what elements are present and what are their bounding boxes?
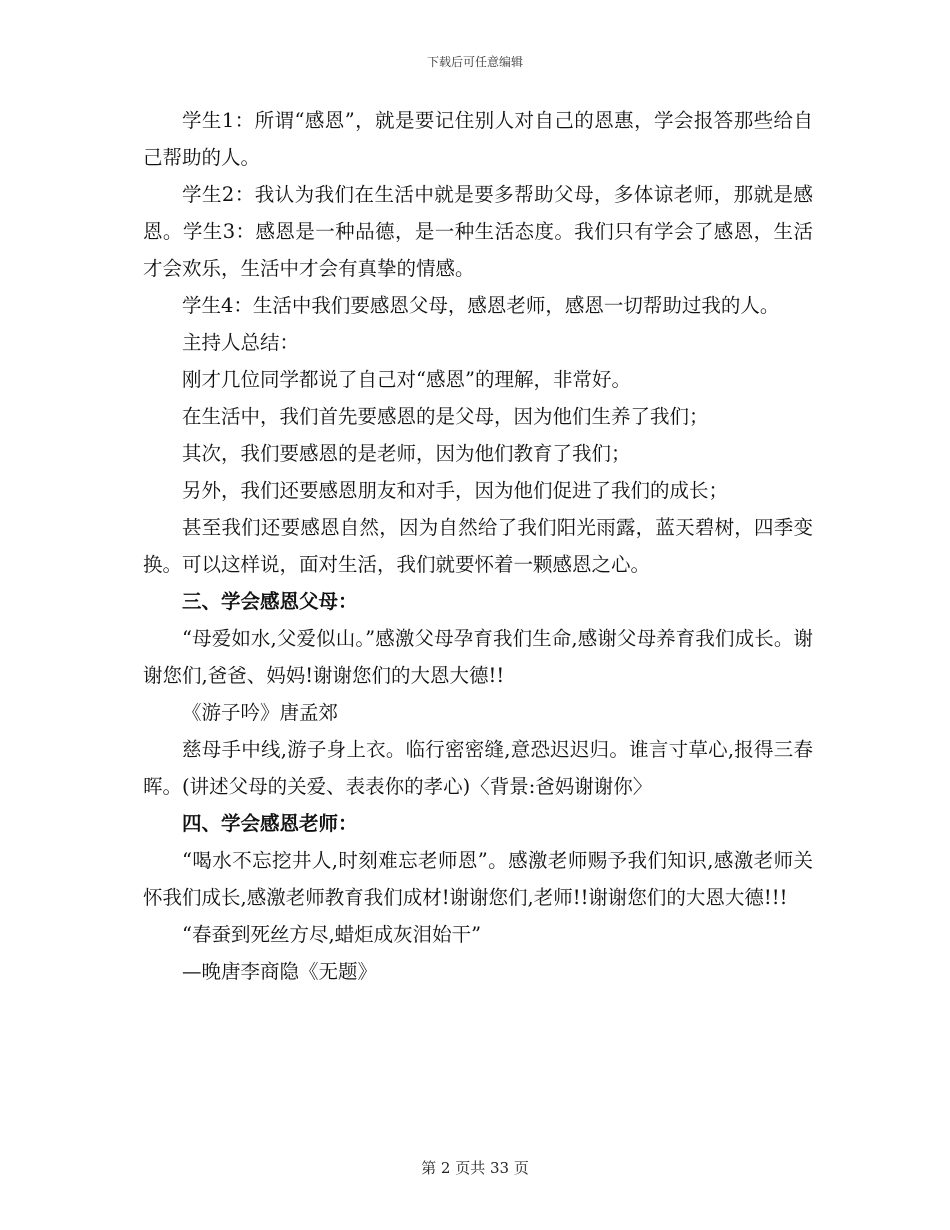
paragraph: 《游子吟》唐孟郊 xyxy=(182,701,339,724)
paragraph: 甚至我们还要感恩自然，因为自然给了我们阳光雨露，蓝天碧树，四季变换。可以这样说，面对生活，我们就要怀着一颗感恩之心。 xyxy=(143,516,813,576)
section-heading: 三、学会感恩父母： xyxy=(182,590,358,613)
paragraph: 学生2：我认为我们在生活中就是要多帮助父母，多体谅老师，那就是感恩。学生3：感恩是一种品德，是一种生活态度。我们只有学会了感恩，生活才会欢乐，生活中才会有真挚的情感。 xyxy=(143,183,813,280)
paragraph: 其次，我们要感恩的是老师，因为他们教育了我们； xyxy=(182,442,631,465)
section-heading: 四、学会感恩老师： xyxy=(182,812,358,835)
paragraph: 学生4：生活中我们要感恩父母，感恩老师，感恩一切帮助过我的人。 xyxy=(182,294,780,317)
paragraph: “喝水不忘挖井人,时刻难忘老师恩”。感激老师赐予我们知识,感激老师关怀我们成长,感激老师教育我们成材!谢谢您们,老师!!谢谢您们的大恩大德!!! xyxy=(143,849,813,909)
page-header: 下载后可任意编辑 xyxy=(426,55,523,69)
paragraph: 刚才几位同学都说了自己对“感恩”的理解，非常好。 xyxy=(182,368,631,391)
paragraph: 主持人总结： xyxy=(182,331,300,354)
paragraph: 在生活中，我们首先要感恩的是父母，因为他们生养了我们； xyxy=(182,405,709,428)
paragraph: 慈母手中线,游子身上衣。临行密密缝,意恐迟迟归。谁言寸草心,报得三春晖。(讲述父母的关爱、表表你的孝心)〈背景:爸妈谢谢你〉 xyxy=(143,738,813,798)
paragraph: 另外，我们还要感恩朋友和对手，因为他们促进了我们的成长； xyxy=(182,479,729,502)
page-footer: 第 2 页共 33 页 xyxy=(421,1159,529,1177)
document-body xyxy=(143,102,813,990)
paragraph: —晚唐李商隐《无题》 xyxy=(182,960,378,983)
paragraph: “春蚕到死丝方尽,蜡炬成灰泪始干” xyxy=(182,923,482,946)
paragraph: “母爱如水,父爱似山。”感激父母孕育我们生命,感谢父母养育我们成长。谢谢您们,爸爸、妈妈!谢谢您们的大恩大德!! xyxy=(143,627,813,687)
paragraph: 学生1：所谓“感恩”，就是要记住别人对自己的恩惠，学会报答那些给自己帮助的人。 xyxy=(143,109,813,169)
